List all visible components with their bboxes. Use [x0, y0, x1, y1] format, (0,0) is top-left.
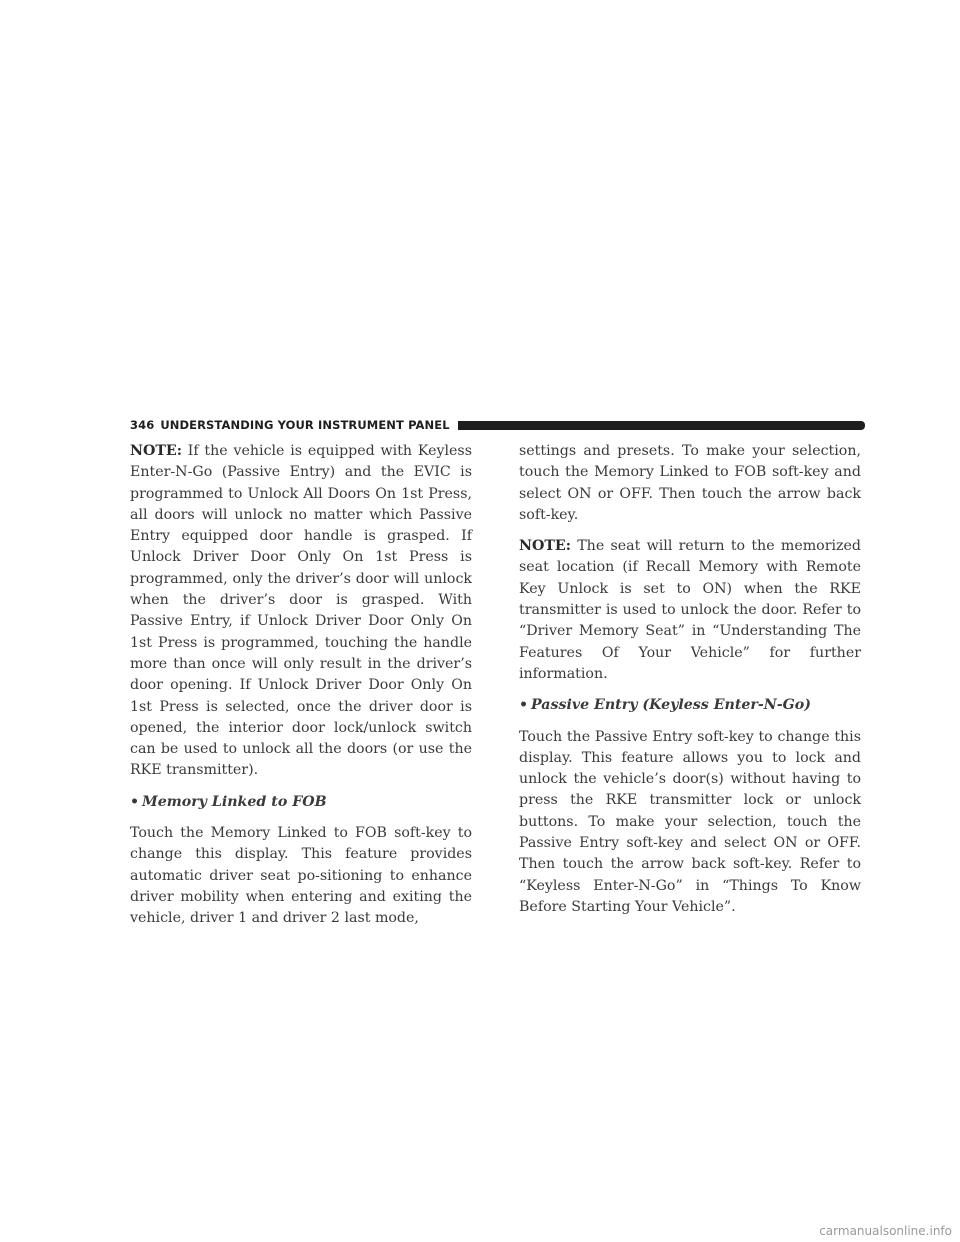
note-paragraph [519, 536, 861, 685]
bullet-icon: • [130, 793, 140, 810]
note-paragraph [130, 441, 472, 782]
right-column [519, 441, 861, 928]
bullet-icon: • [519, 697, 529, 714]
bullet-heading-memory-linked [130, 792, 472, 813]
body-paragraph-continued: settings and presets. To make your selection, touch the Memory Linked to FOB soft-key and select ON or OFF. Then touch the arrow back soft-key. [519, 443, 861, 523]
body-paragraph: Touch the Passive Entry soft-key to change this display. This feature allows you to lock and unlock the vehicle’s door(s) without having to press the RKE transmitter lock or unlock buttons. To make your selection, touch the Passive Entry soft-key and select ON or OFF. Then touch the arrow back soft-key. Refer to “Keyless Enter-N-Go” in “Things To Know Before Starting Your Vehicle”. [519, 728, 861, 915]
left-column [130, 441, 472, 940]
note-label: NOTE: [519, 538, 571, 555]
bullet-heading-text: Passive Entry (Keyless Enter-N-Go) [531, 697, 811, 714]
header-rule [458, 421, 865, 430]
note-text: If the vehicle is equipped with Keyless Enter-N-Go (Passive Entry) and the EVIC is programmed to Unlock All Doors On 1st Press, all doors will unlock no matter which Passive Entry equipped door handle is grasped. If Unlock Driver Door Only On 1st Press is programmed, only the driver’s door will unlock when the driver’s door is grasped. With Passive Entry, if Unlock Driver Door Only On 1st Press is programmed, touching the handle more than once will only result in the driver’s door opening. If Unlock Driver Door Only On 1st Press is selected, once the driver door is opened, the interior door lock/unlock switch can be used to unlock all the doors (or use the RKE transmitter). [130, 443, 472, 779]
watermark: carmanualsonline.info [819, 1224, 952, 1238]
page-header [130, 417, 865, 433]
bullet-heading-passive-entry [519, 695, 861, 716]
note-label: NOTE: [130, 443, 182, 459]
section-title: UNDERSTANDING YOUR INSTRUMENT PANEL [160, 418, 450, 432]
note-text: The seat will return to the memorized seat location (if Recall Memory with Remote Key Unlock is set to ON) when the RKE transmitter is used to unlock the door. Refer to “Driver Memory Seat” in “Understanding The Features Of Your Vehicle” for further information. [519, 538, 861, 682]
body-paragraph: Touch the Memory Linked to FOB soft-key to change this display. This feature provides automatic driver seat po-sitioning to enhance driver mobility when entering and exiting the vehicle, driver 1 and driver 2 last mode, [130, 825, 472, 927]
bullet-heading-text: Memory Linked to FOB [142, 793, 327, 810]
page-number: 346 [130, 418, 155, 432]
